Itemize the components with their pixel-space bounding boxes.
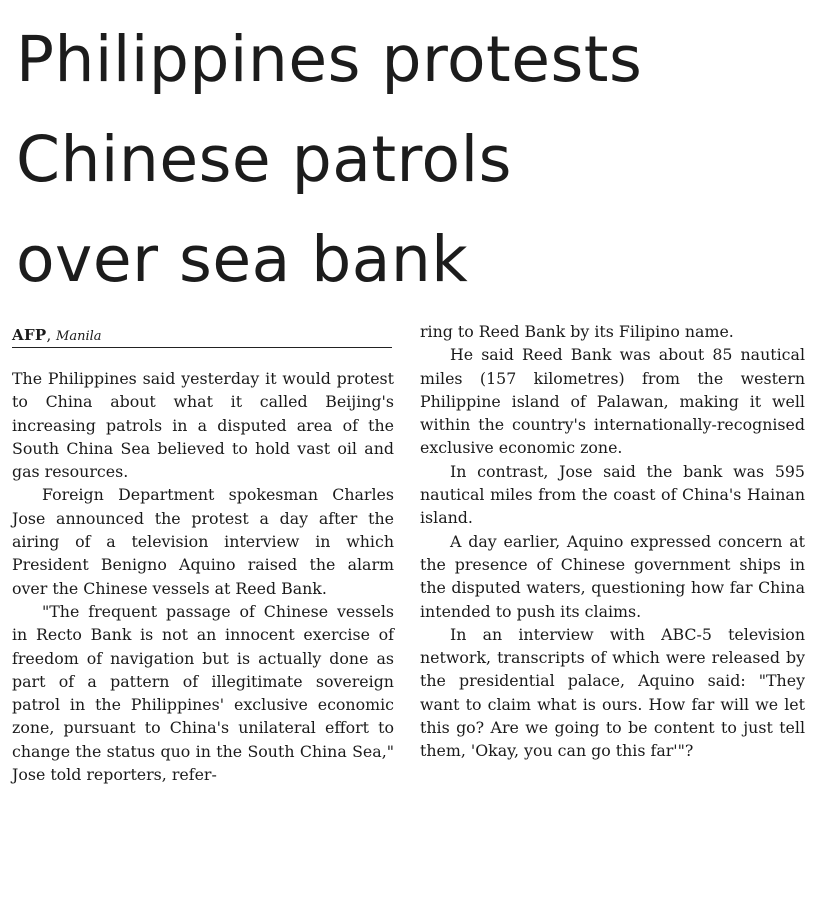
byline-place: Manila [56, 329, 102, 344]
paragraph: In an interview with ABC-5 television network, transcripts of which were released by the presidential palace, Aquino said: "They want to claim what is ours. How far will we let this go? Are we going to be content to just tell them, 'Okay, you can go this far'"? [420, 624, 805, 761]
paragraph: A day earlier, Aquino expressed concern at the presence of Chinese government ships in the disputed waters, questioning how far China intended to push its claims. [420, 531, 805, 621]
headline-line-3: over sea bank [16, 223, 469, 296]
paragraph: In contrast, Jose said the bank was 595 nautical miles from the coast of China's Hainan island. [420, 461, 805, 528]
headline-line-1: Philippines protests [16, 23, 643, 96]
paragraph-continued: ring to Reed Bank by its Filipino name. [420, 322, 734, 341]
headline [16, 10, 806, 310]
paragraph: Foreign Department spokesman Charles Jose announced the protest a day after the airing of a television interview in which President Benigno Aquino raised the alarm over the Chinese vessels at Reed Bank. [12, 485, 394, 598]
article-column-right [420, 320, 805, 763]
article-column-left [12, 367, 394, 786]
paragraph: "The frequent passage of Chinese vessels in Recto Bank is not an innocent exercise of freedom of navigation but is actually done as part of a pattern of illegitimate sovereign patrol in the Philippines' exclusive economic zone, pursuant to China's unilateral effort to change the status quo in the South China Sea," Jose told reporters, refer- [12, 601, 394, 785]
paragraph: The Philippines said yesterday it would protest to China about what it called Beijing's increasing patrols in a disputed area of the South China Sea believed to hold vast oil and gas resources. [12, 369, 394, 482]
byline-agency: AFP [12, 326, 47, 344]
paragraph: He said Reed Bank was about 85 nautical miles (157 kilometres) from the western Philippine island of Palawan, making it well within the country's internationally-recognised exclusive economic zone. [420, 345, 805, 458]
headline-line-2: Chinese patrols [16, 123, 512, 196]
byline: AFP, Manila [12, 326, 392, 348]
